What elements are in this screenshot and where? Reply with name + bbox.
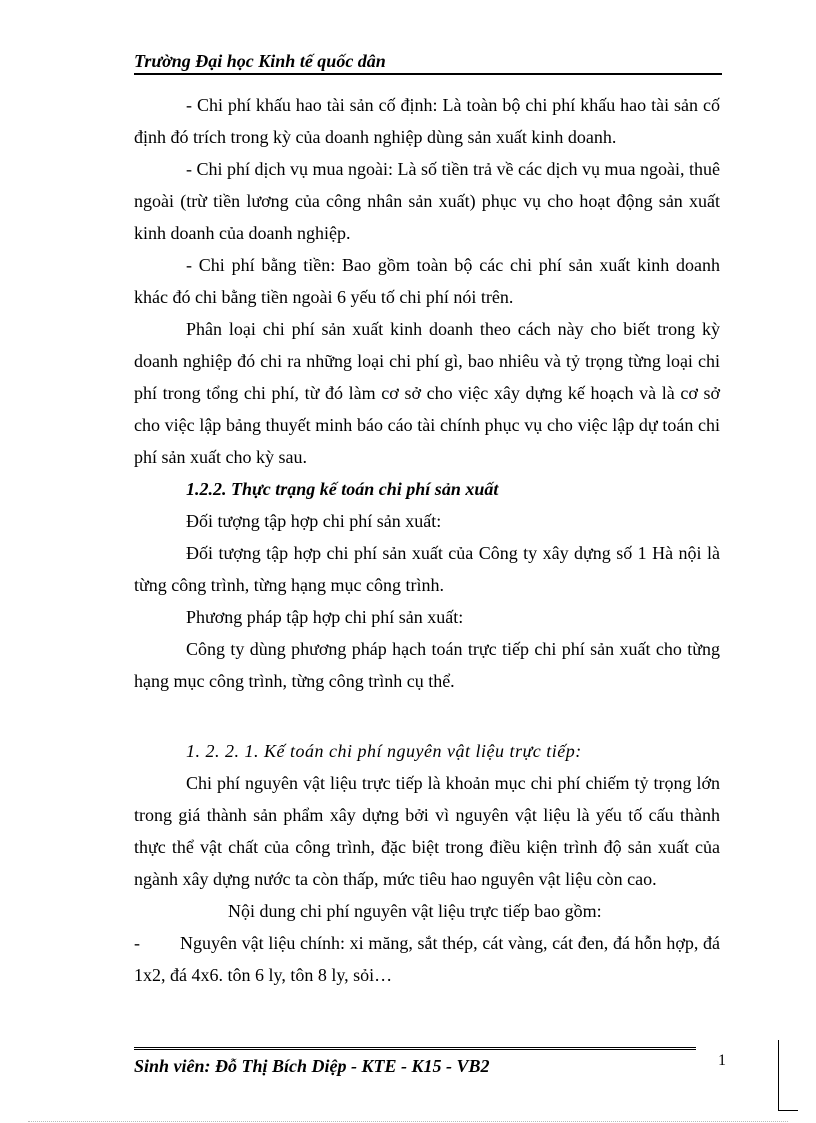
list-dash: -	[134, 933, 140, 953]
paragraph-method-label: Phương pháp tập hợp chi phí sản xuất:	[186, 607, 464, 627]
paragraph-depreciation: - Chi phí khấu hao tài sản cố định: Là toàn bộ chi phí khấu hao tài sản cố định đó trích trong kỳ của doanh nghiệp dùng sản xuất kinh doanh.	[134, 95, 720, 147]
page-edge-dotted	[28, 1121, 788, 1122]
section-heading-1-2-2-1: 1. 2. 2. 1. Kế toán chi phí nguyên vật liệu trực tiếp:	[186, 741, 582, 761]
list-item-text: Nguyên vật liệu chính: xi măng, sắt thép, cát vàng, cát đen, đá hỗn hợp, đá 1x2, đá 4x6. tôn 6 ly, tôn 8 ly, sỏi…	[134, 933, 720, 985]
page-header: Trường Đại học Kinh tế quốc dân	[134, 50, 722, 75]
paragraph-direct-materials: Chi phí nguyên vật liệu trực tiếp là khoản mục chi phí chiếm tỷ trọng lớn trong giá thành sản phẩm xây dựng bởi vì nguyên vật liệu là yếu tố cấu thành thực thể vật chất của công trình, đặc biệt trong điều kiện trình độ sản xuất của ngành xây dựng nước ta còn thấp, mức tiêu hao nguyên vật liệu còn cao.	[134, 773, 720, 889]
paragraph-cost-object-label: Đối tượng tập hợp chi phí sản xuất:	[186, 511, 442, 531]
page-footer: Sinh viên: Đỗ Thị Bích Diệp - KTE - K15 - VB2	[134, 1056, 490, 1076]
section-heading-1-2-2: 1.2.2. Thực trạng kế toán chi phí sản xuất	[186, 479, 499, 499]
paragraph-cost-object: Đối tượng tập hợp chi phí sản xuất của Công ty xây dựng số 1 Hà nội là từng công trình, từng hạng mục công trình.	[134, 543, 720, 595]
page-border-right	[778, 1040, 779, 1110]
document-body	[134, 89, 720, 697]
paragraph-cash-expenses: - Chi phí bằng tiền: Bao gồm toàn bộ các chi phí sản xuất kinh doanh khác đó chi bằng tiền ngoài 6 yếu tố chi phí nói trên.	[134, 255, 720, 307]
document-body-continued	[134, 735, 720, 991]
paragraph-method: Công ty dùng phương pháp hạch toán trực tiếp chi phí sản xuất cho từng hạng mục công trình, từng công trình cụ thể.	[134, 639, 720, 691]
paragraph-contents-intro: Nội dung chi phí nguyên vật liệu trực tiếp bao gồm:	[228, 901, 602, 921]
paragraph-outsourced-services: - Chi phí dịch vụ mua ngoài: Là số tiền trả về các dịch vụ mua ngoài, thuê ngoài (trừ tiền lương của công nhân sản xuất) phục vụ cho hoạt động sản xuất kinh doanh của doanh nghiệp.	[134, 159, 720, 243]
page-border-bottom	[778, 1110, 798, 1111]
list-item-main-materials	[134, 927, 720, 991]
footer-divider	[134, 1047, 696, 1050]
paragraph-classification: Phân loại chi phí sản xuất kinh doanh theo cách này cho biết trong kỳ doanh nghiệp đó chi ra những loại chi phí gì, bao nhiêu và tỷ trọng từng loại chi phí trong tổng chi phí, từ đó làm cơ sở cho việc xây dựng kế hoạch và là cơ sở cho việc lập bảng thuyết minh báo cáo tài chính phục vụ cho việc lập dự toán chi phí sản xuất cho kỳ sau.	[134, 319, 720, 467]
page-number: 1	[718, 1052, 726, 1069]
